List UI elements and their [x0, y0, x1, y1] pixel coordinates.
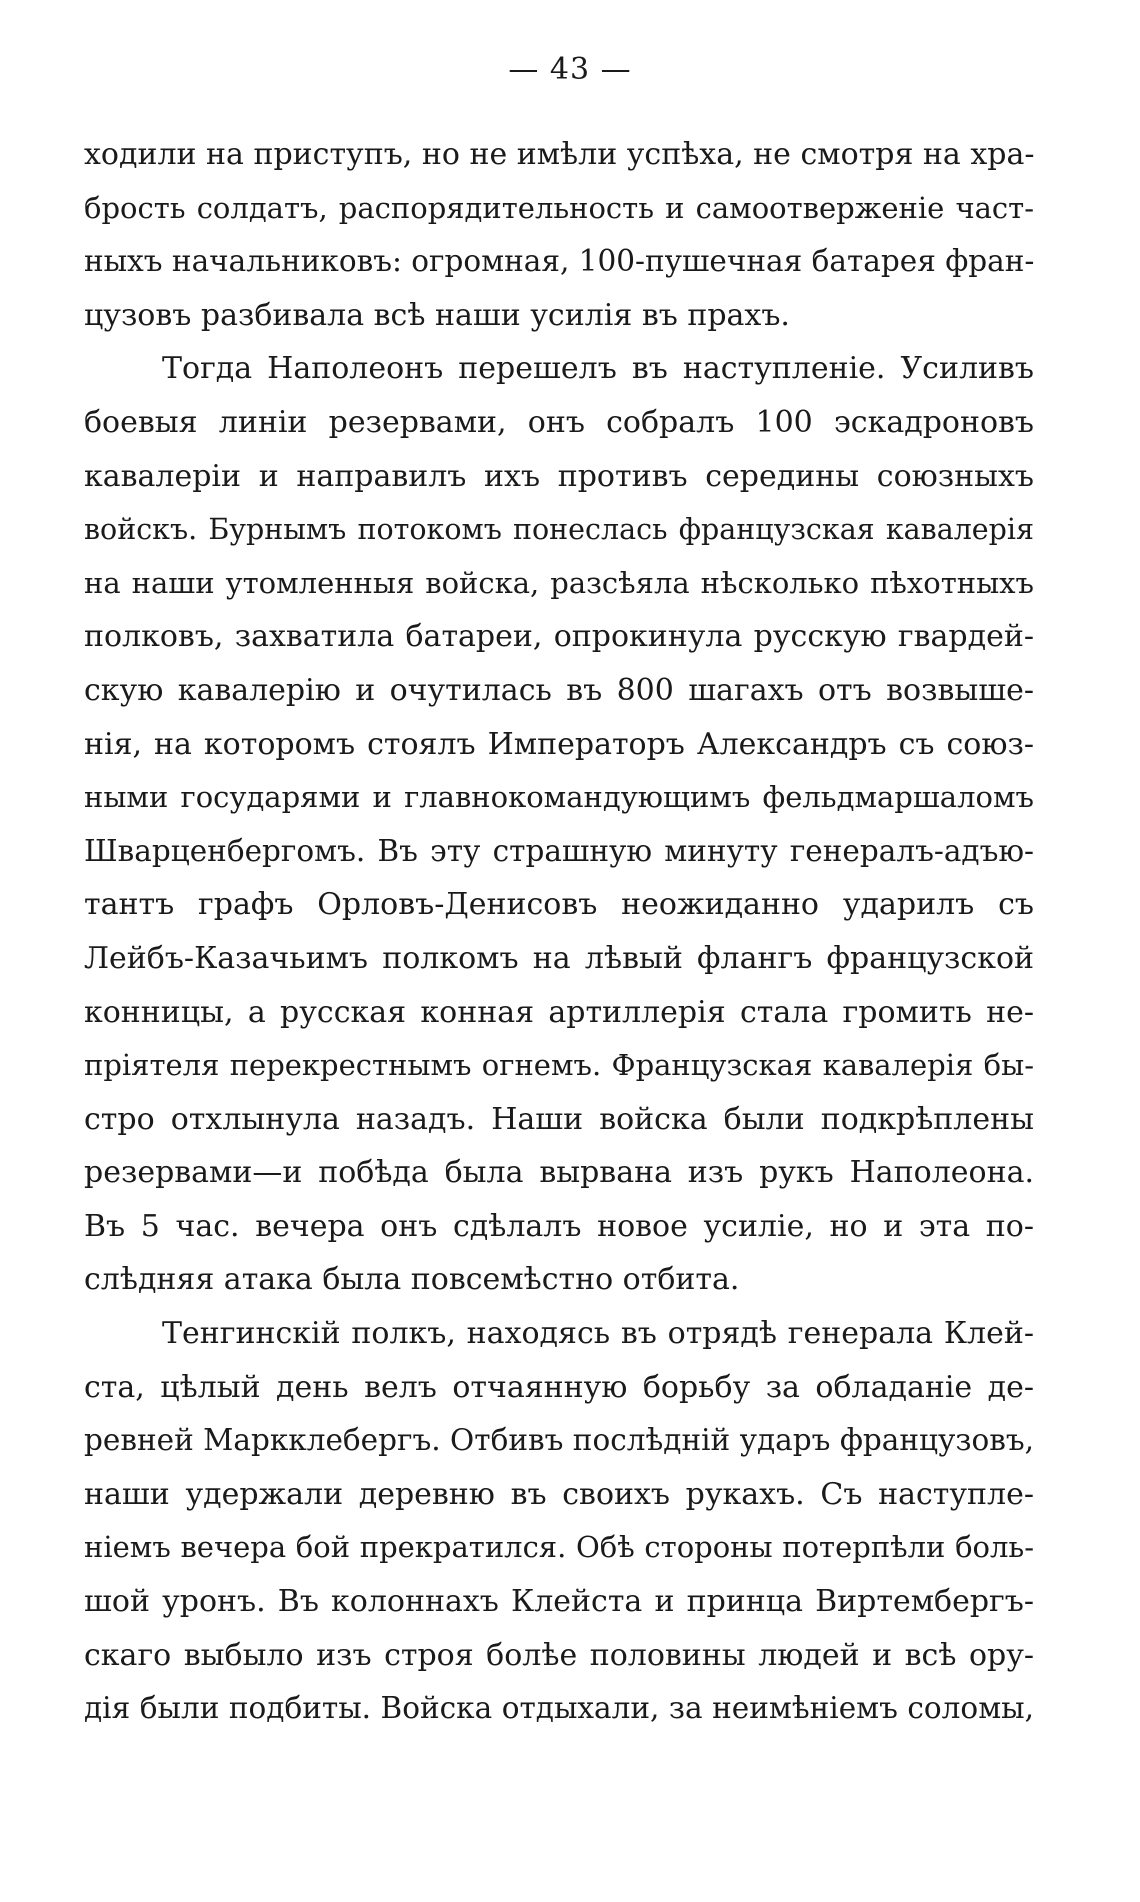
text-line: полковъ, захватила батареи, опрокинула русскую гвардей- — [84, 619, 1034, 655]
text-line: на наши утомленныя войска, разсѣяла нѣсколько пѣхотныхъ — [84, 565, 1034, 600]
text-line: дія были подбиты. Войска отдыхали, за неимѣніемъ соломы, — [84, 1691, 1034, 1726]
text-line: ныхъ начальниковъ: огромная, 100-пушечная батарея фран- — [84, 244, 1034, 279]
page-number: — 43 — — [508, 52, 632, 87]
text-line: Въ 5 час. вечера онъ сдѣлалъ новое усиліе, но и эта по- — [84, 1208, 1034, 1244]
text-line: ходили на приступъ, но не имѣли успѣха, не смотря на хра- — [84, 137, 1034, 172]
text-line: конницы, а русская конная артиллерія стала громить не- — [84, 994, 1034, 1030]
text-line: кавалеріи и направилъ ихъ противъ середины союзныхъ — [84, 458, 1034, 494]
text-line: слѣдняя атака была повсемѣстно отбита. — [84, 1262, 740, 1298]
text-line: ста, цѣлый день велъ отчаянную борьбу за обладаніе де- — [84, 1369, 1034, 1405]
text-line: шой уронъ. Въ колоннахъ Клейста и принца Виртембергъ- — [84, 1584, 1034, 1620]
text-line: тантъ графъ Орловъ-Денисовъ неожиданно ударилъ съ — [84, 887, 1034, 923]
text-line: скую кавалерію и очутилась въ 800 шагахъ отъ возвыше- — [84, 672, 1034, 708]
paragraph-start-line: Тенгинскій полкъ, находясь въ отрядѣ генерала Клей- — [162, 1316, 1034, 1352]
text-line: скаго выбыло изъ строя болѣе половины людей и всѣ ору- — [84, 1637, 1034, 1673]
text-line: войскъ. Бурнымъ потокомъ понеслась французская кавалерія — [84, 513, 1034, 547]
paragraph-start-line: Тогда Наполеонъ перешелъ въ наступленіе. Усиливъ — [162, 351, 1034, 387]
text-line: боевыя линіи резервами, онъ собралъ 100 эскадроновъ — [84, 404, 1034, 440]
text-line: наши удержали деревню въ своихъ рукахъ. Съ наступле- — [84, 1476, 1034, 1512]
text-line: цузовъ разбивала всѣ наши усилія въ прахъ. — [84, 297, 790, 333]
text-line: резервами—и побѣда была вырвана изъ рукъ Наполеона. — [84, 1155, 1034, 1191]
text-line: ніемъ вечера бой прекратился. Обѣ стороны потерпѣли боль- — [84, 1530, 1034, 1565]
body-text — [84, 128, 1034, 1736]
text-line: Шварценбергомъ. Въ эту страшную минуту генералъ-адъю- — [84, 833, 1034, 868]
text-line: брость солдатъ, распорядительность и самоотверженіе част- — [84, 190, 1034, 225]
text-line: Лейбъ-Казачьимъ полкомъ на лѣвый флангъ французской — [84, 940, 1034, 976]
text-line: ными государями и главнокомандующимъ фельдмаршаломъ — [84, 780, 1034, 815]
text-line: стро отхлынула назадъ. Наши войска были подкрѣплены — [84, 1101, 1034, 1137]
text-line: нія, на которомъ стоялъ Императоръ Александръ съ союз- — [84, 726, 1034, 762]
text-line: пріятеля перекрестнымъ огнемъ. Французская кавалерія бы- — [84, 1048, 1034, 1083]
text-line: ревней Маркклебергъ. Отбивъ послѣдній ударъ французовъ, — [84, 1423, 1034, 1458]
